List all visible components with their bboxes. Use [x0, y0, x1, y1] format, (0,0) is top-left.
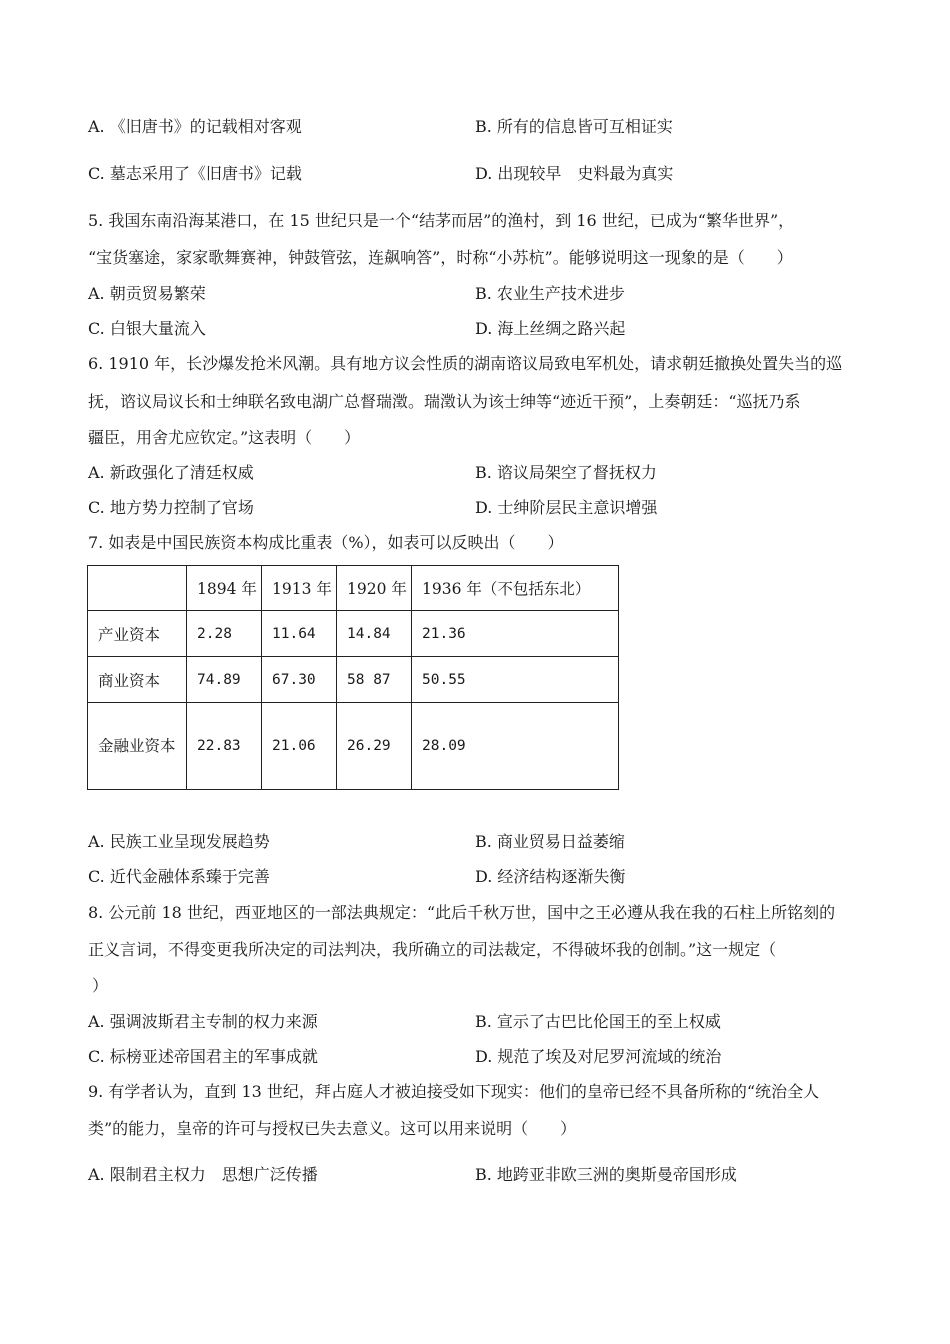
q4-option-b: B. 所有的信息皆可互相证实 — [475, 117, 673, 136]
q6-option-b: B. 谘议局架空了督抚权力 — [475, 463, 657, 482]
capital-composition-table — [87, 565, 619, 790]
table-header-row — [88, 566, 619, 611]
q8-option-d: D. 规范了埃及对尼罗河流域的统治 — [475, 1047, 722, 1066]
table-cell: 11.64 — [262, 611, 337, 657]
table-header-cell: 1936 年（不包括东北） — [412, 566, 619, 611]
table-row — [88, 657, 619, 703]
q7-option-b: B. 商业贸易日益萎缩 — [475, 832, 625, 851]
q8-option-a: A. 强调波斯君主专制的权力来源 — [88, 1012, 318, 1031]
q8-option-b: B. 宣示了古巴比伦国王的至上权威 — [475, 1012, 721, 1031]
q4-option-d: D. 出现较早 史料最为真实 — [475, 164, 674, 183]
table-header-cell: 1894 年 — [187, 566, 262, 611]
table-cell: 28.09 — [412, 703, 619, 790]
table-cell: 21.06 — [262, 703, 337, 790]
table-cell: 74.89 — [187, 657, 262, 703]
q9-stem-line-2: 类”的能力，皇帝的许可与授权已失去意义。这可以用来说明（ ） — [88, 1119, 577, 1138]
q5-option-d: D. 海上丝绸之路兴起 — [475, 319, 626, 338]
table-header-cell: 1920 年 — [337, 566, 412, 611]
table-cell: 14.84 — [337, 611, 412, 657]
table-header-cell — [88, 566, 187, 611]
table-cell: 2.28 — [187, 611, 262, 657]
table-cell: 50.55 — [412, 657, 619, 703]
table-cell: 26.29 — [337, 703, 412, 790]
q7-stem-line-1: 7. 如表是中国民族资本构成比重表（%），如表可以反映出（ ） — [88, 533, 564, 552]
q5-option-a: A. 朝贡贸易繁荣 — [88, 284, 206, 303]
q4-option-c: C. 墓志采用了《旧唐书》记载 — [88, 164, 302, 183]
q5-stem-line-2: “宝货塞途，家家歌舞赛神，钟鼓管弦，连飙响答”，时称“小苏杭”。能够说明这一现象的是（ ） — [88, 248, 793, 267]
q9-option-a: A. 限制君主权力 思想广泛传播 — [88, 1165, 318, 1184]
q5-option-c: C. 白银大量流入 — [88, 319, 206, 338]
table-row — [88, 703, 619, 790]
table-row-label: 商业资本 — [88, 657, 187, 703]
q6-option-a: A. 新政强化了清廷权威 — [88, 463, 254, 482]
table-cell: 58 87 — [337, 657, 412, 703]
table-cell: 21.36 — [412, 611, 619, 657]
table-row — [88, 611, 619, 657]
q6-stem-line-3: 疆臣，用舍尤应钦定。”这表明（ ） — [88, 428, 361, 447]
q6-stem-line-1: 6. 1910 年，长沙爆发抢米风潮。具有地方议会性质的湖南谘议局致电军机处，请求朝廷撤换处置失当的巡 — [88, 354, 843, 373]
q9-option-b: B. 地跨亚非欧三洲的奥斯曼帝国形成 — [475, 1165, 737, 1184]
q5-stem-line-1: 5. 我国东南沿海某港口，在 15 世纪只是一个“结茅而居”的渔村，到 16 世纪，已成为“繁华世界”， — [88, 211, 795, 230]
table-row-label: 产业资本 — [88, 611, 187, 657]
q6-stem-line-2: 抚，谘议局议长和士绅联名致电湖广总督瑞澂。瑞澂认为该士绅等“迹近干预”，上奏朝廷：“巡抚乃系 — [88, 392, 801, 411]
q5-option-b: B. 农业生产技术进步 — [475, 284, 625, 303]
table-row-label: 金融业资本 — [88, 703, 187, 790]
table-header-cell: 1913 年 — [262, 566, 337, 611]
q6-option-d: D. 士绅阶层民主意识增强 — [475, 498, 658, 517]
q7-option-a: A. 民族工业呈现发展趋势 — [88, 832, 270, 851]
table-cell: 67.30 — [262, 657, 337, 703]
table-cell: 22.83 — [187, 703, 262, 790]
q7-option-d: D. 经济结构逐渐失衡 — [475, 867, 626, 886]
q9-stem-line-1: 9. 有学者认为，直到 13 世纪，拜占庭人才被迫接受如下现实：他们的皇帝已经不具备所称的“统治全人 — [88, 1082, 820, 1101]
q6-option-c: C. 地方势力控制了官场 — [88, 498, 254, 517]
q8-stem-line-3: ） — [92, 976, 109, 995]
q8-stem-line-2: 正义言词，不得变更我所决定的司法判决，我所确立的司法裁定，不得破坏我的创制。”这一规定（ — [88, 940, 777, 959]
q8-stem-line-1: 8. 公元前 18 世纪，西亚地区的一部法典规定：“此后千秋万世，国中之王必遵从我在我的石柱上所铭刻的 — [88, 903, 836, 922]
q7-option-c: C. 近代金融体系臻于完善 — [88, 867, 270, 886]
q8-option-c: C. 标榜亚述帝国君主的军事成就 — [88, 1047, 318, 1066]
q4-option-a: A. 《旧唐书》的记载相对客观 — [88, 117, 302, 136]
